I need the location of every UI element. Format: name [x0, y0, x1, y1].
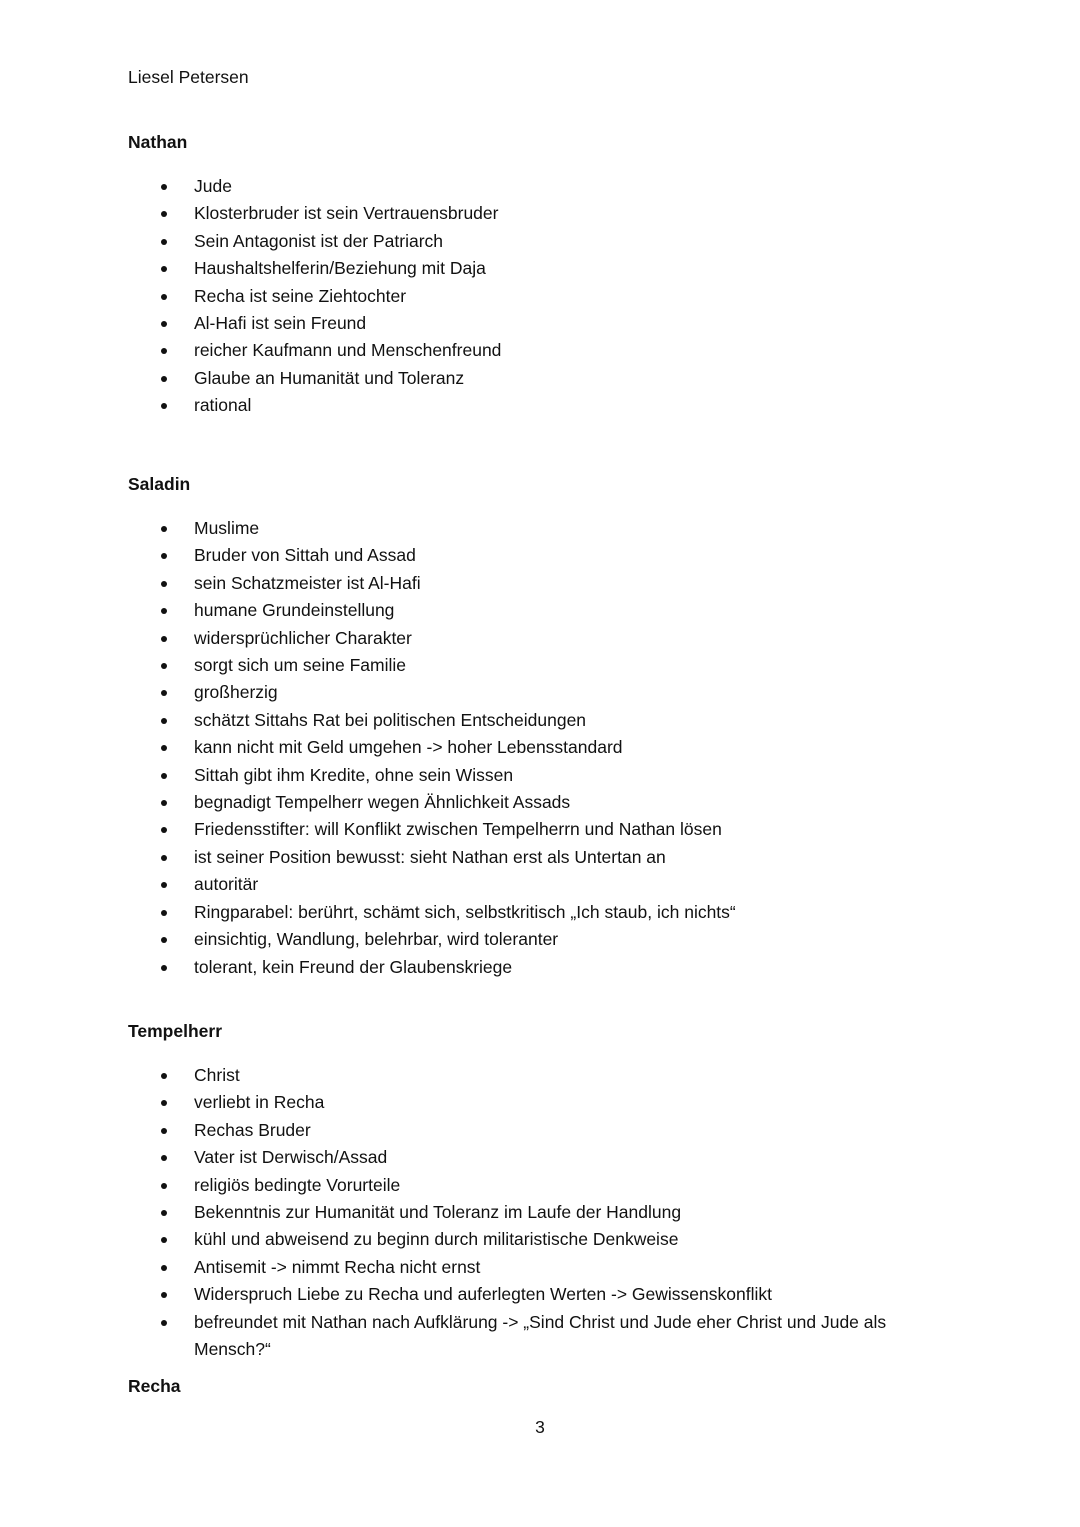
list-item [128, 515, 948, 542]
section-title: Nathan [128, 132, 188, 152]
bullet-icon [161, 1265, 167, 1271]
list-item [128, 1062, 948, 1089]
list-item-text: Muslime [194, 518, 260, 538]
list-item [128, 926, 948, 953]
author-name: Liesel Petersen [128, 67, 249, 87]
list-item [128, 871, 948, 898]
list-item-text: kann nicht mit Geld umgehen -> hoher Lebensstandard [194, 737, 623, 758]
list-item [128, 283, 948, 310]
list-item-text: befreundet mit Nathan nach Aufklärung -> „Sind Christ und Jude eher Christ und Jude als Mensch?“ [194, 1311, 887, 1360]
bullet-icon [161, 1155, 167, 1161]
list-item-text: Vater ist Derwisch/Assad [194, 1147, 388, 1168]
bullet-icon [161, 608, 167, 614]
bullet-icon [161, 1128, 167, 1134]
bullet-icon [161, 800, 167, 806]
section-tempelherr [128, 1020, 948, 1363]
list-item [128, 652, 948, 679]
list-item [128, 337, 948, 364]
bullet-icon [161, 1320, 167, 1326]
bullet-icon [161, 403, 167, 409]
bullet-icon [161, 855, 167, 861]
list-item-text: schätzt Sittahs Rat bei politischen Entscheidungen [194, 709, 587, 730]
list-item-text: Ringparabel: berührt, schämt sich, selbstkritisch „Ich staub, ich nichts“ [194, 901, 736, 922]
list-item [128, 1144, 948, 1171]
list-item-text: tolerant, kein Freund der Glaubenskriege [194, 956, 513, 977]
section-title: Recha [128, 1376, 181, 1396]
bullet-icon [161, 910, 167, 916]
bullet-icon [161, 690, 167, 696]
bullet-icon [161, 636, 167, 642]
list-item-text: Bekenntnis zur Humanität und Toleranz im Laufe der Handlung [194, 1202, 682, 1223]
bullet-icon [161, 965, 167, 971]
list-item [128, 679, 948, 706]
list-item [128, 816, 948, 843]
bullet-icon [161, 1183, 167, 1189]
bullet-icon [161, 1210, 167, 1216]
list-item-text: rational [194, 395, 252, 416]
list-item [128, 542, 948, 569]
list-item-text: Christ [194, 1065, 240, 1085]
list-item [128, 1281, 948, 1308]
bullet-icon [161, 773, 167, 779]
list-item [128, 1199, 948, 1226]
section-title: Saladin [128, 474, 191, 494]
bullet-icon [161, 581, 167, 587]
list-item [128, 200, 948, 227]
list-item-text: Haushaltshelferin/Beziehung mit Daja [194, 258, 486, 279]
list-item [128, 625, 948, 652]
list-item [128, 899, 948, 926]
list-item-text: Jude [194, 176, 232, 196]
bullet-icon [161, 184, 167, 190]
list-item-text: reicher Kaufmann und Menschenfreund [194, 340, 502, 361]
list-item-text: humane Grundeinstellung [194, 600, 395, 621]
page-number: 3 [535, 1417, 545, 1437]
list-item [128, 789, 948, 816]
list-item [128, 1309, 948, 1364]
list-item-text: Recha ist seine Ziehtochter [194, 285, 407, 306]
bullet-icon [161, 321, 167, 327]
list-item [128, 707, 948, 734]
bullet-icon [161, 553, 167, 559]
list-item [128, 762, 948, 789]
list-item [128, 1117, 948, 1144]
bullet-icon [161, 1100, 167, 1106]
bullet-list [128, 173, 948, 420]
list-item-text: Antisemit -> nimmt Recha nicht ernst [194, 1256, 481, 1277]
list-item [128, 392, 948, 419]
list-item [128, 734, 948, 761]
list-item-text: Friedensstifter: will Konflikt zwischen Tempelherrn und Nathan lösen [194, 819, 722, 840]
list-item-text: religiös bedingte Vorurteile [194, 1174, 401, 1195]
list-item [128, 1226, 948, 1253]
bullet-icon [161, 827, 167, 833]
list-item [128, 1089, 948, 1116]
bullet-icon [161, 937, 167, 943]
bullet-icon [161, 294, 167, 300]
bullet-icon [161, 266, 167, 272]
bullet-icon [161, 211, 167, 217]
list-item-text: sorgt sich um seine Familie [194, 655, 407, 676]
list-item-text: begnadigt Tempelherr wegen Ähnlichkeit Assads [194, 792, 571, 813]
section-saladin [128, 473, 948, 981]
list-item [128, 954, 948, 981]
list-item-text: Glaube an Humanität und Toleranz [194, 367, 465, 388]
bullet-icon [161, 1237, 167, 1243]
list-item [128, 597, 948, 624]
bullet-icon [161, 348, 167, 354]
bullet-icon [161, 526, 167, 532]
list-item-text: sein Schatzmeister ist Al-Hafi [194, 572, 421, 593]
bullet-icon [161, 718, 167, 724]
list-item-text: großherzig [194, 682, 278, 703]
bullet-icon [161, 376, 167, 382]
list-item-text: Klosterbruder ist sein Vertrauensbruder [194, 203, 499, 224]
list-item [128, 844, 948, 871]
section-nathan [128, 131, 948, 420]
bullet-icon [161, 1073, 167, 1079]
bullet-list [128, 515, 948, 981]
list-item-text: autoritär [194, 874, 259, 895]
list-item-text: Bruder von Sittah und Assad [194, 545, 416, 566]
bullet-icon [161, 745, 167, 751]
bullet-icon [161, 663, 167, 669]
list-item [128, 173, 948, 200]
section-recha [128, 1375, 948, 1397]
bullet-list [128, 1062, 948, 1363]
list-item [128, 1254, 948, 1281]
list-item-text: widersprüchlicher Charakter [194, 627, 412, 648]
bullet-icon [161, 882, 167, 888]
list-item-text: Widerspruch Liebe zu Recha und auferlegten Werten -> Gewissenskonflikt [194, 1284, 772, 1305]
section-title: Tempelherr [128, 1021, 223, 1041]
list-item [128, 365, 948, 392]
list-item [128, 255, 948, 282]
list-item-text: ist seiner Position bewusst: sieht Nathan erst als Untertan an [194, 846, 666, 867]
list-item-text: Rechas Bruder [194, 1119, 311, 1140]
bullet-icon [161, 1292, 167, 1298]
list-item-text: Al-Hafi ist sein Freund [194, 313, 367, 334]
bullet-icon [161, 239, 167, 245]
list-item [128, 310, 948, 337]
list-item [128, 228, 948, 255]
list-item-text: einsichtig, Wandlung, belehrbar, wird toleranter [194, 929, 559, 950]
list-item-text: kühl und abweisend zu beginn durch militaristische Denkweise [194, 1229, 679, 1250]
list-item-text: Sittah gibt ihm Kredite, ohne sein Wissen [194, 764, 514, 785]
list-item-text: verliebt in Recha [194, 1092, 325, 1113]
list-item [128, 570, 948, 597]
list-item-text: Sein Antagonist ist der Patriarch [194, 230, 444, 251]
list-item [128, 1172, 948, 1199]
